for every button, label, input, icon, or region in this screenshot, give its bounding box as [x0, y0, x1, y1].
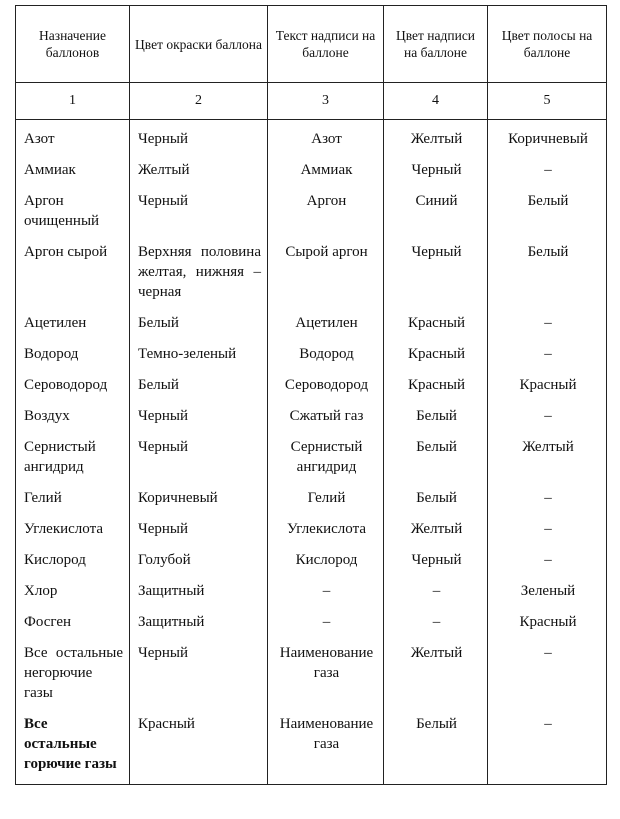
cell-inscription-text: Сжатый газ: [268, 400, 384, 431]
column-number: 1: [16, 83, 130, 120]
table-row: [16, 708, 607, 785]
table-row: [16, 606, 607, 637]
gas-cylinder-color-table: [15, 5, 607, 785]
column-number-row: [16, 83, 607, 120]
cell-inscription-text: Кислород: [268, 544, 384, 575]
cell-gas-purpose: Воздух: [16, 400, 130, 431]
cell-inscription-color: Белый: [384, 431, 488, 482]
cell-inscription-color: Красный: [384, 307, 488, 338]
cell-gas-purpose: Все остальные негорючие газы: [16, 637, 130, 708]
header-purpose: Назначение баллонов: [16, 6, 130, 83]
cell-inscription-text: Аргон: [268, 185, 384, 236]
cell-stripe-color: –: [488, 154, 607, 185]
table-row: [16, 307, 607, 338]
table-row: [16, 185, 607, 236]
cell-stripe-color: Белый: [488, 236, 607, 307]
cell-stripe-color: Красный: [488, 606, 607, 637]
cell-body-color: Черный: [130, 400, 268, 431]
cell-gas-purpose: Гелий: [16, 482, 130, 513]
cell-gas-purpose: Аргон сырой: [16, 236, 130, 307]
cell-stripe-color: –: [488, 544, 607, 575]
cell-stripe-color: –: [488, 338, 607, 369]
cell-inscription-color: Красный: [384, 338, 488, 369]
table-row: [16, 154, 607, 185]
cell-inscription-color: Черный: [384, 544, 488, 575]
cell-inscription-color: Черный: [384, 154, 488, 185]
header-body-color: Цвет окраски баллона: [130, 6, 268, 83]
cell-inscription-text: Сероводород: [268, 369, 384, 400]
table-body: [16, 120, 607, 785]
cell-inscription-text: Ацетилен: [268, 307, 384, 338]
column-number: 4: [384, 83, 488, 120]
cell-inscription-text: Сернистый ангидрид: [268, 431, 384, 482]
cell-inscription-text: Аммиак: [268, 154, 384, 185]
cell-inscription-text: Гелий: [268, 482, 384, 513]
cell-inscription-text: Наименование газа: [268, 637, 384, 708]
cell-body-color: Защитный: [130, 575, 268, 606]
header-inscription-color: Цвет надписи на баллоне: [384, 6, 488, 83]
cell-gas-purpose: Сероводород: [16, 369, 130, 400]
cell-gas-purpose: Фосген: [16, 606, 130, 637]
cell-stripe-color: Белый: [488, 185, 607, 236]
cell-body-color: Черный: [130, 120, 268, 155]
cell-inscription-color: Черный: [384, 236, 488, 307]
cell-body-color: Черный: [130, 431, 268, 482]
cell-body-color: Голубой: [130, 544, 268, 575]
cell-gas-purpose: Все остальные горючие газы: [16, 708, 130, 785]
cell-stripe-color: Коричневый: [488, 120, 607, 155]
cell-stripe-color: –: [488, 513, 607, 544]
cell-body-color: Темно-зеленый: [130, 338, 268, 369]
cell-stripe-color: –: [488, 637, 607, 708]
header-inscription-text: Текст надписи на баллоне: [268, 6, 384, 83]
cell-body-color: Черный: [130, 637, 268, 708]
header-stripe-color: Цвет полосы на баллоне: [488, 6, 607, 83]
table-row: [16, 369, 607, 400]
cell-inscription-color: Красный: [384, 369, 488, 400]
cell-stripe-color: –: [488, 307, 607, 338]
cell-stripe-color: Желтый: [488, 431, 607, 482]
cell-gas-purpose: Углекислота: [16, 513, 130, 544]
column-number: 3: [268, 83, 384, 120]
cell-inscription-text: Азот: [268, 120, 384, 155]
cell-body-color: Коричневый: [130, 482, 268, 513]
cell-body-color: Белый: [130, 307, 268, 338]
cell-body-color: Верхняя половина желтая, нижняя – черная: [130, 236, 268, 307]
cell-inscription-color: Желтый: [384, 513, 488, 544]
table-row: [16, 544, 607, 575]
cell-inscription-color: Белый: [384, 400, 488, 431]
cell-gas-purpose: Азот: [16, 120, 130, 155]
cell-inscription-text: Водород: [268, 338, 384, 369]
cell-stripe-color: –: [488, 708, 607, 785]
cell-gas-purpose: Сернистый ангидрид: [16, 431, 130, 482]
cell-stripe-color: –: [488, 482, 607, 513]
cell-gas-purpose: Водород: [16, 338, 130, 369]
table-header: [16, 6, 607, 83]
cell-inscription-text: –: [268, 575, 384, 606]
cell-inscription-text: Сырой аргон: [268, 236, 384, 307]
cell-stripe-color: Красный: [488, 369, 607, 400]
cell-gas-purpose: Аммиак: [16, 154, 130, 185]
cell-inscription-color: Желтый: [384, 120, 488, 155]
cell-body-color: Защитный: [130, 606, 268, 637]
cell-inscription-color: Белый: [384, 708, 488, 785]
cell-inscription-color: –: [384, 575, 488, 606]
table-row: [16, 575, 607, 606]
cell-inscription-color: Желтый: [384, 637, 488, 708]
cell-inscription-text: –: [268, 606, 384, 637]
cell-inscription-color: Синий: [384, 185, 488, 236]
table-row: [16, 236, 607, 307]
cell-gas-purpose: Кислород: [16, 544, 130, 575]
table-row: [16, 637, 607, 708]
cell-stripe-color: Зеленый: [488, 575, 607, 606]
cell-body-color: Черный: [130, 185, 268, 236]
cell-gas-purpose: Аргон очищенный: [16, 185, 130, 236]
cell-inscription-text: Углекислота: [268, 513, 384, 544]
cell-inscription-text: Наименование газа: [268, 708, 384, 785]
cell-inscription-color: Белый: [384, 482, 488, 513]
table-row: [16, 400, 607, 431]
table-row: [16, 338, 607, 369]
cell-stripe-color: –: [488, 400, 607, 431]
table-row: [16, 120, 607, 155]
cell-inscription-color: –: [384, 606, 488, 637]
table-row: [16, 482, 607, 513]
column-number: 5: [488, 83, 607, 120]
table-row: [16, 513, 607, 544]
table-row: [16, 431, 607, 482]
cell-body-color: Красный: [130, 708, 268, 785]
cell-body-color: Черный: [130, 513, 268, 544]
cell-gas-purpose: Ацетилен: [16, 307, 130, 338]
column-number: 2: [130, 83, 268, 120]
cell-body-color: Белый: [130, 369, 268, 400]
cell-gas-purpose: Хлор: [16, 575, 130, 606]
cell-body-color: Желтый: [130, 154, 268, 185]
